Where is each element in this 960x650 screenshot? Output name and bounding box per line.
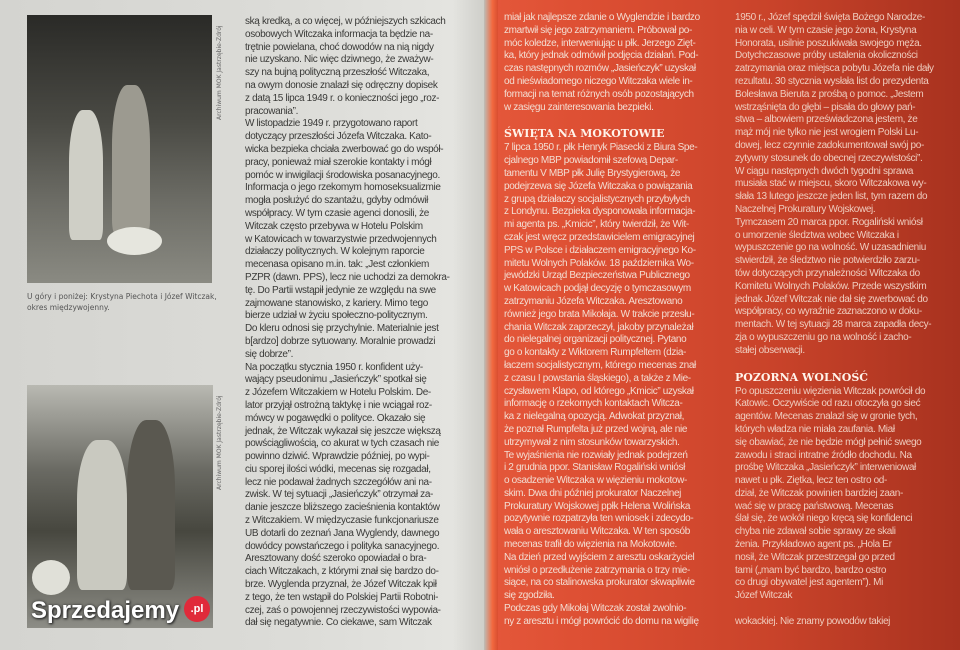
text-line: i 2 grudnia ppor. Stanisław Rogaliński wniósł [504, 462, 686, 474]
text-line: ny z aresztu i mógł powrócić do domu na wigilię [504, 615, 699, 627]
text-line: dotyczący przeszłości Józefa Witczaka. Kato- [245, 131, 432, 143]
text-line: wniósł o przedłużenie zatrzymania o trzy mie- [504, 564, 690, 576]
text-line: jednak, że Witczak wykazał się jeszcze większą [245, 425, 441, 437]
text-line: lecz nie podawał żadnych szczegółów ani na- [245, 476, 432, 488]
text-line: Katowic. Oczywiście od razu otoczyła go sieć [735, 398, 921, 410]
text-line: jewódzki Urząd Bezpieczeństwa Publicznego [504, 270, 690, 282]
text-line: zawodu i straci intratne źródło dochodu. Na [735, 449, 912, 461]
text-line: danie jeszcze bliższego zacieśnienia kontaktów [245, 502, 440, 514]
text-line: o osadzenie Witczaka w więzieniu mokotow- [504, 475, 687, 487]
text-line: lator przyjął ostrożną taktykę i nie wciągał roz- [245, 399, 432, 411]
text-line: bierze udział w życiu społeczno-politycznym. [245, 310, 428, 322]
text-line: Do kleru odnosi się przychylnie. Materialnie jest [245, 323, 439, 335]
text-line: Komitetu Wolnych Polaków. Przede wszystkim [735, 280, 927, 292]
text-line: czak jest wręcz przedstawicielem emigracyjnej [504, 231, 695, 243]
text-line: informację o rzekomych kontaktach Witcza- [504, 398, 683, 410]
text-line: z Witczakiem. W międzyczasie funkcjonariusze [245, 515, 439, 527]
section-heading-swieta-na-mokotowie: ŚWIĘTA NA MOKOTOWIE [504, 127, 665, 141]
woman-figure [77, 440, 127, 590]
text-line: cjalnego MBP powiadomił szefową Depar- [504, 155, 678, 167]
text-line: w Katowicach w towarzystwie przedwojennych [245, 233, 437, 245]
text-line: tów dotyczących przynależności Witczaka do [735, 267, 920, 279]
text-line: mecenas trafił do więzienia na Mokotowie. [504, 539, 677, 551]
text-line: nie uzyskano. Nic więc dziwnego, że zważyw- [245, 54, 434, 66]
photo-couple-on-stairs [27, 15, 212, 283]
text-line: podejrzewa się Józefa Witczaka o powiązania [504, 180, 693, 192]
text-line: szy na bujną polityczną przeszłość Witczaka, [245, 67, 430, 79]
book-spine [484, 0, 498, 650]
text-line: zytywny stosunek do obecnej rzeczywistości”. [735, 152, 923, 164]
text-line: powściągliwością, co akurat w tych czasach nie [245, 438, 439, 450]
text-line: prośbę Witczaka „Jasieńczyk” interweniował [735, 462, 916, 474]
dog-figure [32, 560, 70, 595]
text-line: W listopadzie 1949 r. przygotowano raport [245, 118, 418, 130]
text-line: miał jak najlepsze zdanie o Wyglendzie i bardzo [504, 12, 700, 23]
watermark-logo: Sprzedajemy [31, 597, 180, 624]
text-line: chania Witczak zaprzeczył, jakoby przynależał [504, 321, 694, 333]
photo-caption: U góry i poniżej: Krystyna Piechota i Józef Witczak, okres międzywojenny. [27, 292, 217, 312]
text-line: w Katowicach podjął decyzję o tymczasowym [504, 283, 691, 295]
woman-figure [69, 110, 103, 240]
text-line: zwisk. W tej sytuacji „Jasieńczyk” otrzymał za- [245, 489, 434, 501]
text-line: wstrząśnięta do głębi – pisała do głowy pań- [735, 101, 916, 113]
text-line: formacji na temat różnych osób pozostających [504, 88, 694, 100]
text-line: siące, na co stalinowska prokurator skwapliwie [504, 577, 695, 589]
text-line: tamentu V MBP płk Julię Brystygierową, że [504, 167, 681, 179]
text-line: czej, zaś o powojennej rzeczywistości wypowia- [245, 604, 441, 616]
text-line: z grupą działaczy socjalistycznych przybyłych [504, 193, 690, 205]
text-line: z tego, że ten wstąpił do Polskiej Partii Robotni- [245, 591, 439, 603]
text-line: stwierdził, że śledztwo nie potwierdziło zarzu- [735, 255, 920, 267]
right-text-column-1 [504, 12, 726, 629]
text-line: rezultatu. 30 stycznia wysłała list do prezydenta [735, 75, 929, 87]
text-line: móc koledze, interweniując u płk. Jerzego Zięt- [504, 37, 696, 49]
text-line: skim. Dwa dni później prokurator Naczelnej [504, 487, 682, 499]
text-line: stałej obserwacji. [735, 344, 805, 356]
text-line: powinno dziwić. Wprawdzie później, po wypi- [245, 451, 430, 463]
text-line: osobowych Witczaka informacja ta będzie na- [245, 28, 433, 40]
text-line: Na początku stycznia 1950 r. konfident uży- [245, 361, 423, 373]
text-line: stwa – albowiem przeświadczona jestem, że [735, 114, 918, 126]
text-line: Informacja o jego rzekomym homoseksualizmie [245, 182, 441, 194]
photo-couple-walking [27, 385, 213, 628]
text-line: działaczy politycznych. W kolejnym raporcie [245, 246, 425, 258]
text-line: wokackiej. Nie znamy powodów takiej [735, 615, 891, 627]
section-heading-pozorna-wolnosc: POZORNA WOLNOŚĆ [735, 370, 869, 384]
text-line: mecenasa opisano m.in. tak: „Jest członkiem [245, 259, 429, 271]
text-line: Witczak często przebywa w Hotelu Polskim [245, 220, 423, 232]
text-line: Podczas gdy Mikołaj Witczak został zwolnio- [504, 603, 687, 615]
text-line: zatrzymaniu Józefa Witczaka. Aresztowano [504, 295, 683, 307]
text-line: wypuszczenie go na wolność. W uzasadnieniu [735, 242, 926, 254]
text-line: PPS w Polsce i działaczem emigracyjnego Ko- [504, 244, 696, 256]
text-line: wicka bezpieka chciała zwerbować go do współ- [245, 143, 444, 155]
right-text-column-2 [735, 12, 955, 629]
text-line: ciu sporej ilości wódki, mecenas się rozgadał, [245, 463, 431, 475]
text-line: mi agenta ps. „Kmicic”, który twierdził, że Wit- [504, 219, 689, 231]
text-line: agentów. Mecenas znalazł się w gronie tych, [735, 411, 918, 423]
text-line: na owym donosie znalazł się odręczny dopisek [245, 79, 438, 91]
watermark-logo-suffix: .pl [184, 596, 210, 622]
text-line: musiała stać w miejscu, skoro Witczakowa wy- [735, 178, 927, 190]
text-line: W ciągu następnych dwóch tygodni sprawa [735, 165, 914, 177]
text-line: nosił, że Witczak przestrzegał go przed [735, 551, 895, 563]
text-line: zja o wypuszczeniu go na wolność i zacho- [735, 331, 912, 343]
text-line: Tymczasem 20 marca ppor. Rogaliński wniósł [735, 216, 923, 228]
text-line: również jego brata Mikołaja. W trakcie przesłu- [504, 308, 695, 320]
text-line: Naczelnej Prokuratury Wojskowej. [735, 203, 876, 215]
text-line: Józef Witczak [735, 590, 793, 602]
text-line: ślał się, że wokół niego kręcą się konfidenci [735, 513, 913, 525]
text-line: mitetu Wolnych Polaków. 18 października Wo- [504, 257, 694, 269]
text-line: dowódcy powstańczego i polityka sanacyjnego. [245, 540, 440, 552]
text-line: go o kontakty z Wiktorem Rumpfeltem (dzia- [504, 347, 687, 359]
text-line: ską kredką, a co więcej, w późniejszych szkicach [245, 16, 446, 27]
text-line: Aresztowany dość szeroko opowiadał o bra- [245, 553, 427, 565]
text-line: 1950 r., Józef spędził święta Bożego Narodze- [735, 12, 925, 23]
text-line: Honorata, usilnie poszukiwała swojego męża. [735, 37, 922, 49]
text-line: co drugi obywatel jest agentem”). Mi [735, 577, 884, 589]
text-line: dał się negatywnie. Co ciekawe, sam Witczak [245, 617, 432, 629]
text-line: których władza nie miała zaufania. Miał [735, 423, 895, 435]
text-line: mogła posłużyć do szantażu, gdyby odmówił [245, 195, 428, 207]
text-line: współpracy, co wyraźnie zaznaczono w doku- [735, 306, 922, 318]
text-line: 7 lipca 1950 r. płk Henryk Piasecki z Biura Spe- [504, 142, 698, 154]
text-line: jednak Józef Witczak nie dał się zwerbować do [735, 293, 928, 305]
text-line: Prokuratury Wojskowej ppłk Helena Wolińska [504, 500, 691, 512]
text-line: o umorzenie śledztwa wobec Witczaka i [735, 229, 899, 241]
photo-credit-bottom: Archiwum MOK Jastrzębie-Zdrój [216, 395, 223, 490]
text-line: od nieświadomego niczego Witczaka wiele in- [504, 75, 693, 87]
text-line: że poznał Rumpfelta już przed wojną, ale nie [504, 423, 688, 435]
text-line: Te wyjaśnienia nie rozwiały jednak podejrzeń [504, 449, 688, 461]
text-line: z czasu I powstania śląskiego), a także z Mie- [504, 372, 691, 384]
text-line: z datą 15 lipca 1949 r. o konieczności jego „roz- [245, 92, 440, 104]
text-line: ka, który jednak odmówił podjęcia działań. Pod- [504, 50, 699, 62]
text-line: mąż mój nie tylko nie jest wrogiem Polski Lu- [735, 127, 919, 139]
text-line: się zgodziła. [504, 590, 555, 602]
text-line: zajmowane stanowisko, z kariery. Mimo tego [245, 297, 428, 309]
text-line: wać się w pracę państwową. Mecenas [735, 500, 894, 512]
text-line: wający pseudonimu „Jasieńczyk” spotkał się [245, 374, 427, 386]
text-line: w zasięgu zainteresowania bezpieki. [504, 101, 654, 113]
text-line: ciach Witczakach, z którymi znał się bardzo do- [245, 566, 439, 578]
text-line: Dotychczasowe próby ustalenia okoliczności [735, 50, 918, 62]
text-line: utrzymywał z nim stosunków towarzyskich. [504, 436, 680, 448]
text-line: zatrzymania oraz miejsca pobytu Józefa nie dały [735, 63, 934, 75]
man-figure [112, 85, 150, 235]
text-line: Na dzień przed wyjściem z aresztu oskarżyciel [504, 551, 695, 563]
text-line: b[ardzo] dobrze sytuowany. Moralnie prowadzi [245, 335, 436, 347]
text-line: ka z nielegalną opozycją. Adwokat przyznał, [504, 411, 685, 423]
text-line: trętnie powielana, choć dowodów na nią nigdy [245, 41, 434, 53]
text-line: UB dotarli do zeznań Jana Wyglendy, dawnego [245, 527, 440, 539]
man-figure [127, 420, 175, 590]
photo-credit-top: Archiwum MOK Jastrzębie-Zdrój [216, 25, 223, 120]
text-line: z Londynu. Bezpieka dysponowała informacja- [504, 206, 696, 218]
text-line: wała o aresztowaniu Witczaka. W ten sposób [504, 526, 690, 538]
text-line: pracowania”. [245, 105, 299, 117]
text-line: z Józefem Witczakiem w Hotelu Polskim. De- [245, 387, 431, 399]
text-line: mówcy w pogawędki o polityce. Okazało się [245, 412, 426, 424]
text-line: czas następnych rozmów „Jasieńczyk” uzyskał [504, 63, 696, 75]
text-line: tę. Do Partii wstąpił jedynie ze względu na swe [245, 284, 436, 296]
text-line: tami („mam być bardzo, bardzo ostro [735, 564, 887, 576]
text-line [735, 603, 955, 616]
text-line: słała 13 lutego jeszcze jeden list, tym razem do [735, 191, 928, 203]
text-line: łaczem socjalistycznym, którego mecenas znał [504, 359, 696, 371]
text-line: współpracy. W tym czasie agenci donosili, że [245, 207, 429, 219]
text-line: pomóc w inwigilacji środowiska posanacyjnego. [245, 169, 440, 181]
text-line: nawet u płk. Ziętka, lecz ten ostro od- [735, 475, 887, 487]
text-line: czysławem Klapo, od którego „Kmicic” uzyskał [504, 385, 694, 397]
text-line: dział, że Witczak powinien bardziej zaan- [735, 487, 903, 499]
text-line: się obawiać, że nie będzie mógł pełnić swego [735, 436, 922, 448]
text-line: Bolesława Bieruta z prośbą o pomoc. „Jestem [735, 88, 924, 100]
text-line: chyba nie zdawał sobie sprawy ze skali [735, 526, 896, 538]
left-text-column [245, 16, 477, 630]
text-line: zmartwił się jego zatrzymaniem. Próbował po- [504, 24, 693, 36]
text-line: dowej, lecz czynnie zadokumentował swój po- [735, 139, 924, 151]
text-line: PZPR (dawn. PPS), lecz nie uchodzi za demokra- [245, 271, 450, 283]
text-line: żenia. Przykładowo agent ps. „Hola Er [735, 539, 892, 551]
text-line: brze. Wyglenda przyznał, że Józef Witczak kpił [245, 579, 437, 591]
text-line: nia w celi. W tym czasie jego żona, Krystyna [735, 24, 917, 36]
text-line: pozytywnie rozpatrzyła ten wniosek i zdecydo- [504, 513, 694, 525]
dog-figure [107, 227, 162, 255]
text-line: się dobrze”. [245, 348, 294, 360]
text-line: mentach. W tej sytuacji 28 marca zapadła decy- [735, 319, 932, 331]
text-line: do nielegalnej organizacji politycznej. Pytano [504, 334, 687, 346]
text-line: pracy, ponieważ miał szerokie kontakty i mógł [245, 156, 432, 168]
text-line: Po opuszczeniu więzienia Witczak powrócił do [735, 385, 926, 397]
